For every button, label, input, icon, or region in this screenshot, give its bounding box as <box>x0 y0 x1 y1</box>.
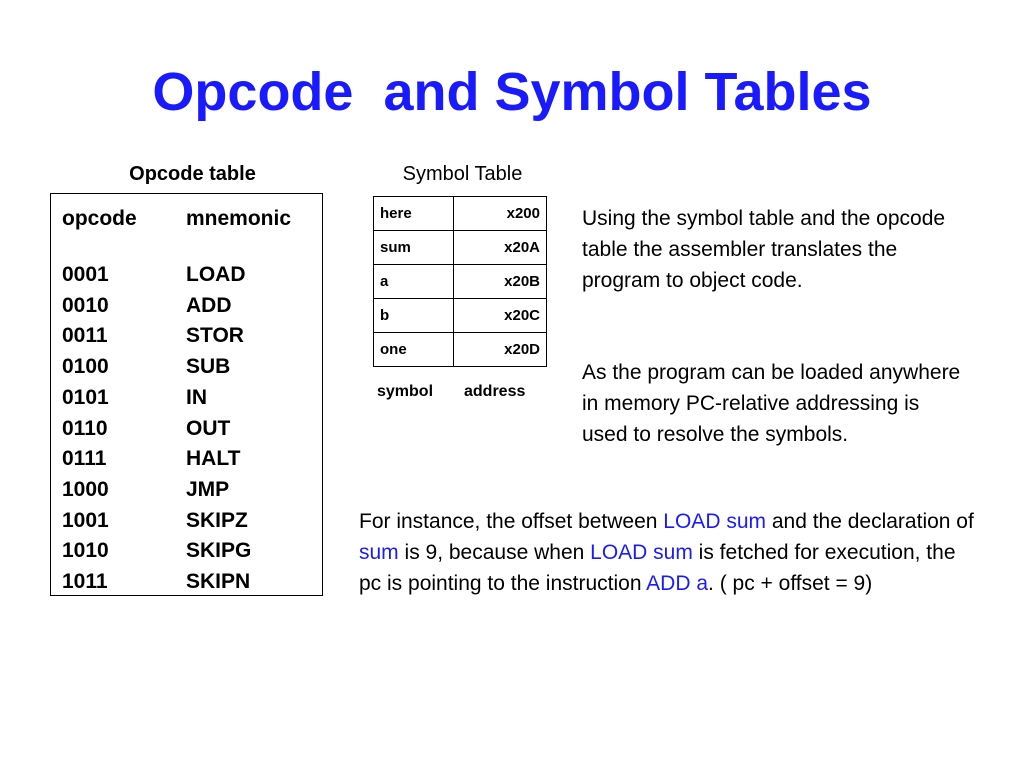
symbol-table-row <box>374 265 547 299</box>
symbol-address: x200 <box>454 197 547 231</box>
mnemonic-value: JMP <box>186 477 230 501</box>
opcode-value: 0001 <box>62 263 109 286</box>
highlight-load-sum-2: LOAD sum <box>590 541 693 564</box>
mnemonic-value: ADD <box>186 293 232 317</box>
mnemonic-value: IN <box>186 385 207 409</box>
mnemonic-value: SKIPG <box>186 539 252 563</box>
mnemonic-value: HALT <box>186 447 241 471</box>
opcode-value: 0111 <box>62 447 107 471</box>
example-text-5: . ( pc + offset = 9) <box>708 572 873 595</box>
opcode-table-caption: Opcode table <box>129 163 256 185</box>
opcode-value: 0101 <box>62 385 109 409</box>
symbol-table <box>373 196 547 367</box>
mnemonic-value: STOR <box>186 324 244 348</box>
opcode-header-label: opcode <box>62 207 137 230</box>
opcode-value: 1010 <box>62 539 109 563</box>
explanation-paragraph-2: As the program can be loaded anywhere in memory PC-relative addressing is used to resolve the symbols. <box>582 361 961 446</box>
mnemonic-value: SKIPN <box>186 570 251 593</box>
symbol-name: a <box>374 265 454 299</box>
example-text-2: and the declaration of <box>766 510 974 533</box>
symbol-table-caption: Symbol Table <box>402 163 523 185</box>
page-title: Opcode and Symbol Tables <box>152 62 872 122</box>
opcode-value: 1011 <box>62 570 108 593</box>
example-paragraph <box>359 506 979 599</box>
example-text-3: is 9, because when <box>398 541 591 564</box>
highlight-sum: sum <box>359 541 399 564</box>
opcode-value: 0110 <box>62 416 108 440</box>
symbol-table-row <box>374 197 547 231</box>
opcode-value: 1001 <box>62 508 109 532</box>
symbol-address: x20D <box>454 333 547 367</box>
symbol-name: b <box>374 299 454 333</box>
symbol-address: x20B <box>454 265 547 299</box>
highlight-add-a: ADD a <box>646 572 709 595</box>
example-text-4: is fetched for execution, the pc is pointing to the instruction <box>359 541 956 595</box>
mnemonic-header-label: mnemonic <box>186 207 292 230</box>
opcode-value: 1000 <box>62 477 109 501</box>
opcode-value: 0010 <box>62 293 109 317</box>
address-column-label: address <box>464 383 526 400</box>
symbol-name: sum <box>374 231 454 265</box>
symbol-table-row <box>374 299 547 333</box>
mnemonic-value: LOAD <box>186 263 246 286</box>
opcode-value: 0100 <box>62 355 109 379</box>
highlight-load-sum-1: LOAD sum <box>663 510 766 533</box>
symbol-table-row <box>374 333 547 367</box>
mnemonic-value: SKIPZ <box>186 508 248 532</box>
symbol-address: x20C <box>454 299 547 333</box>
symbol-name: here <box>374 197 454 231</box>
opcode-table <box>50 193 323 596</box>
symbol-address: x20A <box>454 231 547 265</box>
mnemonic-value: OUT <box>186 416 231 440</box>
example-text-1: For instance, the offset between <box>359 510 664 533</box>
symbol-name: one <box>374 333 454 367</box>
mnemonic-value: SUB <box>186 355 231 379</box>
explanation-paragraph-1: Using the symbol table and the opcode table the assembler translates the program to object code. <box>582 207 946 292</box>
opcode-value: 0011 <box>62 324 108 348</box>
symbol-column-label: symbol <box>377 383 434 400</box>
symbol-table-row <box>374 231 547 265</box>
